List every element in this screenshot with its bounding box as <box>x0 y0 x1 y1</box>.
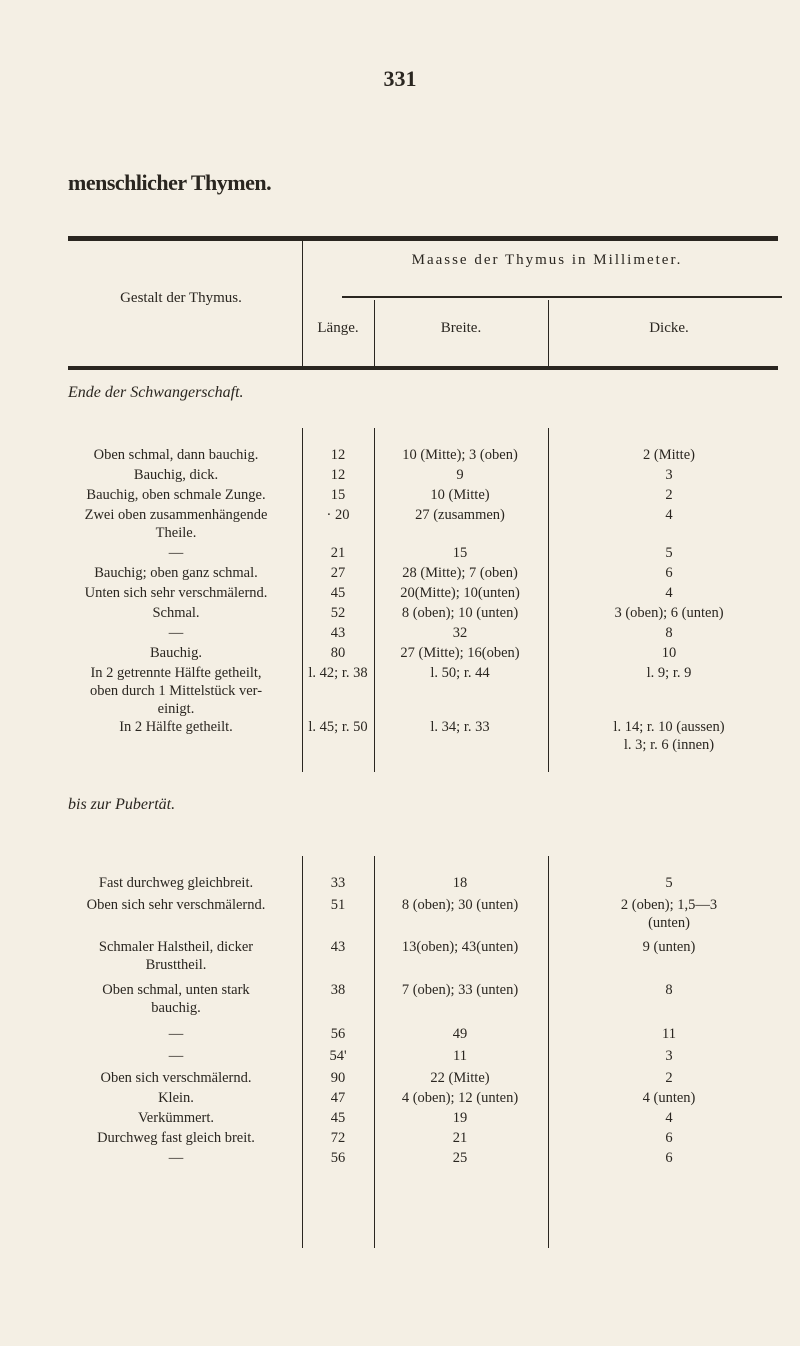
length-cell <box>302 544 374 562</box>
length-line: 12 <box>330 447 346 463</box>
thickness-line: 3 <box>665 467 673 483</box>
width-cell <box>374 664 546 682</box>
shape-cell <box>50 644 302 662</box>
length-line: 43 <box>330 625 346 641</box>
width-line: 19 <box>452 1110 468 1126</box>
width-line: 7 (oben); 33 (unten) <box>401 982 519 998</box>
shape-line: Theile. <box>155 525 197 541</box>
shape-line: Bauchig; oben ganz schmal. <box>94 565 258 581</box>
length-cell <box>302 1129 374 1147</box>
shape-line: Verkümmert. <box>137 1110 215 1126</box>
thickness-cell <box>548 624 790 642</box>
width-line: 10 (Mitte) <box>430 487 490 503</box>
length-cell <box>302 1069 374 1087</box>
shape-cell <box>50 874 302 892</box>
width-cell <box>374 466 546 484</box>
width-cell <box>374 486 546 504</box>
width-cell <box>374 718 546 736</box>
thickness-cell <box>548 718 790 754</box>
length-line: 45 <box>330 1110 346 1126</box>
length-cell <box>302 938 374 956</box>
thickness-cell <box>548 981 790 999</box>
thickness-cell <box>548 874 790 892</box>
length-cell <box>302 446 374 464</box>
width-cell <box>374 1149 546 1167</box>
thickness-line: l. 9; r. 9 <box>646 665 692 681</box>
shape-cell <box>50 446 302 464</box>
width-cell <box>374 584 546 602</box>
shape-cell <box>50 604 302 622</box>
shape-cell <box>50 1047 302 1065</box>
shape-cell <box>50 1149 302 1167</box>
shape-line: bauchig. <box>151 1000 201 1016</box>
width-cell <box>374 938 546 956</box>
thickness-line: l. 3; r. 6 (innen) <box>623 737 715 753</box>
thickness-cell <box>548 506 790 524</box>
width-cell <box>374 544 546 562</box>
length-cell <box>302 584 374 602</box>
length-line: 43 <box>330 939 346 955</box>
length-cell <box>302 486 374 504</box>
width-cell <box>374 981 546 999</box>
section-title: bis zur Pubertät. <box>68 796 176 813</box>
thickness-line: 4 <box>665 507 673 523</box>
length-cell <box>302 466 374 484</box>
width-line: 20(Mitte); 10(unten) <box>400 585 520 601</box>
thickness-cell <box>548 1109 790 1127</box>
thickness-line: 2 <box>665 1070 673 1086</box>
length-line: 45 <box>330 585 346 601</box>
header-shape: Gestalt der Thymus. <box>120 290 242 306</box>
width-cell <box>374 1069 546 1087</box>
shape-line: Unten sich sehr verschmälernd. <box>84 585 268 601</box>
shape-cell <box>50 1089 302 1107</box>
width-line: l. 50; r. 44 <box>430 665 490 681</box>
thickness-cell <box>548 1129 790 1147</box>
header-width: Breite. <box>440 320 482 336</box>
width-line: 8 (oben); 10 (unten) <box>401 605 519 621</box>
thickness-line: (unten) <box>648 915 690 931</box>
shape-line: Zwei oben zusammenhängende <box>84 507 268 523</box>
length-line: 33 <box>330 875 346 891</box>
length-cell <box>302 664 374 682</box>
thickness-cell <box>548 486 790 504</box>
shape-cell <box>50 664 302 718</box>
thickness-cell <box>548 604 790 622</box>
width-line: 18 <box>452 875 468 891</box>
header-thickness: Dicke. <box>649 320 689 336</box>
width-cell <box>374 644 546 662</box>
width-cell <box>374 1089 546 1107</box>
length-cell <box>302 564 374 582</box>
shape-cell <box>50 466 302 484</box>
top-rule <box>68 236 778 241</box>
shape-line: Oben sich sehr verschmälernd. <box>86 897 266 913</box>
length-line: 80 <box>330 645 346 661</box>
shape-cell <box>50 718 302 736</box>
width-line: 25 <box>452 1150 468 1166</box>
width-line: 8 (oben); 30 (unten) <box>401 897 519 913</box>
length-line: 56 <box>330 1150 346 1166</box>
shape-line: oben durch 1 Mittelstück ver- <box>89 683 263 699</box>
thickness-line: 6 <box>665 1150 673 1166</box>
shape-line: Oben sich verschmälernd. <box>100 1070 252 1086</box>
length-cell <box>302 718 374 736</box>
group-underline <box>342 296 782 298</box>
shape-cell <box>50 584 302 602</box>
thickness-line: l. 14; r. 10 (aussen) <box>613 719 725 735</box>
running-head: menschlicher Thymen. <box>68 170 272 195</box>
length-line: 38 <box>330 982 346 998</box>
length-line: 15 <box>330 487 346 503</box>
length-line: 12 <box>330 467 346 483</box>
length-line: 21 <box>330 545 346 561</box>
length-cell <box>302 1089 374 1107</box>
width-cell <box>374 564 546 582</box>
thickness-line: 2 <box>665 487 673 503</box>
header-length: Länge. <box>317 320 359 336</box>
width-line: 49 <box>452 1026 468 1042</box>
shape-cell <box>50 544 302 562</box>
shape-cell <box>50 938 302 974</box>
thickness-line: 8 <box>665 625 673 641</box>
shape-cell <box>50 981 302 1017</box>
shape-line: In 2 getrennte Hälfte getheilt, <box>90 665 262 681</box>
shape-line: In 2 Hälfte getheilt. <box>119 719 233 735</box>
thickness-line: 9 (unten) <box>642 939 696 955</box>
thickness-cell <box>548 938 790 956</box>
width-line: 27 (Mitte); 16(oben) <box>400 645 520 661</box>
length-cell <box>302 1047 374 1065</box>
thickness-line: 11 <box>662 1026 676 1042</box>
width-line: 28 (Mitte); 7 (oben) <box>402 565 518 581</box>
thickness-cell <box>548 1025 790 1043</box>
shape-line: Fast durchweg gleichbreit. <box>98 875 254 891</box>
shape-line: — <box>168 545 184 561</box>
thickness-line: 2 (Mitte) <box>643 447 695 463</box>
width-line: 13(oben); 43(unten) <box>401 939 519 955</box>
length-cell <box>302 644 374 662</box>
width-cell <box>374 1109 546 1127</box>
width-line: l. 34; r. 33 <box>430 719 490 735</box>
thickness-line: 4 (unten) <box>642 1090 696 1106</box>
length-line: · 20 <box>326 507 350 523</box>
thickness-line: 4 <box>665 1110 673 1126</box>
thickness-cell <box>548 664 790 682</box>
thickness-line: 3 <box>665 1048 673 1064</box>
width-line: 21 <box>452 1130 468 1146</box>
length-cell <box>302 1109 374 1127</box>
thickness-cell <box>548 466 790 484</box>
length-line: 27 <box>330 565 346 581</box>
length-line: 56 <box>330 1026 346 1042</box>
shape-line: — <box>168 1150 184 1166</box>
width-cell <box>374 874 546 892</box>
shape-line: Bauchig, dick. <box>133 467 219 483</box>
shape-cell <box>50 1025 302 1043</box>
width-cell <box>374 896 546 914</box>
thickness-cell <box>548 1149 790 1167</box>
width-line: 10 (Mitte); 3 (oben) <box>402 447 518 463</box>
shape-cell <box>50 1109 302 1127</box>
length-line: 51 <box>330 897 346 913</box>
page-number: 331 <box>383 66 417 91</box>
shape-cell <box>50 506 302 542</box>
thickness-cell <box>548 644 790 662</box>
length-cell <box>302 624 374 642</box>
section-title: Ende der Schwangerschaft. <box>68 384 244 401</box>
width-cell <box>374 624 546 642</box>
shape-cell <box>50 1069 302 1087</box>
shape-line: Bauchig. <box>150 645 202 661</box>
shape-line: — <box>168 1048 184 1064</box>
shape-line: Durchweg fast gleich breit. <box>97 1130 255 1146</box>
shape-line: einigt. <box>157 701 195 717</box>
shape-cell <box>50 896 302 914</box>
length-cell <box>302 1025 374 1043</box>
length-cell <box>302 604 374 622</box>
thickness-line: 2 (oben); 1,5—3 <box>620 897 718 913</box>
thickness-cell <box>548 446 790 464</box>
shape-cell <box>50 564 302 582</box>
thickness-line: 10 <box>661 645 677 661</box>
thickness-cell <box>548 1089 790 1107</box>
shape-line: Klein. <box>158 1090 194 1106</box>
length-line: 72 <box>330 1130 346 1146</box>
shape-cell <box>50 1129 302 1147</box>
header-bottom-rule <box>68 366 778 370</box>
width-cell <box>374 604 546 622</box>
length-line: 54' <box>329 1048 347 1064</box>
length-line: l. 45; r. 50 <box>308 719 368 735</box>
width-line: 11 <box>453 1048 467 1064</box>
thickness-line: 4 <box>665 585 673 601</box>
width-line: 9 <box>456 467 464 483</box>
thickness-line: 3 (oben); 6 (unten) <box>614 605 724 621</box>
shape-line: Oben schmal, dann bauchig. <box>93 447 259 463</box>
shape-line: — <box>168 1026 184 1042</box>
width-cell <box>374 506 546 524</box>
shape-line: Oben schmal, unten stark <box>102 982 250 998</box>
shape-line: Schmaler Halstheil, dicker <box>98 939 254 955</box>
width-line: 4 (oben); 12 (unten) <box>401 1090 519 1106</box>
thickness-cell <box>548 1047 790 1065</box>
thickness-cell <box>548 896 790 932</box>
width-cell <box>374 1025 546 1043</box>
shape-line: Brusttheil. <box>145 957 207 973</box>
width-line: 22 (Mitte) <box>430 1070 490 1086</box>
length-line: 52 <box>330 605 346 621</box>
length-cell <box>302 506 374 524</box>
length-cell <box>302 1149 374 1167</box>
thickness-cell <box>548 1069 790 1087</box>
length-line: l. 42; r. 38 <box>308 665 368 681</box>
width-line: 15 <box>452 545 468 561</box>
length-line: 47 <box>330 1090 346 1106</box>
thickness-line: 5 <box>665 545 673 561</box>
shape-line: Bauchig, oben schmale Zunge. <box>86 487 266 503</box>
thickness-line: 6 <box>665 565 673 581</box>
width-line: 32 <box>452 625 468 641</box>
thickness-cell <box>548 544 790 562</box>
width-line: 27 (zusammen) <box>415 507 505 523</box>
shape-line: — <box>168 625 184 641</box>
thickness-line: 6 <box>665 1130 673 1146</box>
length-line: 90 <box>330 1070 346 1086</box>
width-cell <box>374 446 546 464</box>
length-cell <box>302 896 374 914</box>
shape-cell <box>50 624 302 642</box>
header-measurements: Maasse der Thymus in Millimeter. <box>411 252 683 268</box>
width-cell <box>374 1129 546 1147</box>
shape-cell <box>50 486 302 504</box>
shape-line: Schmal. <box>152 605 200 621</box>
length-cell <box>302 874 374 892</box>
width-cell <box>374 1047 546 1065</box>
thickness-line: 8 <box>665 982 673 998</box>
thickness-cell <box>548 584 790 602</box>
length-cell <box>302 981 374 999</box>
thickness-line: 5 <box>665 875 673 891</box>
thickness-cell <box>548 564 790 582</box>
